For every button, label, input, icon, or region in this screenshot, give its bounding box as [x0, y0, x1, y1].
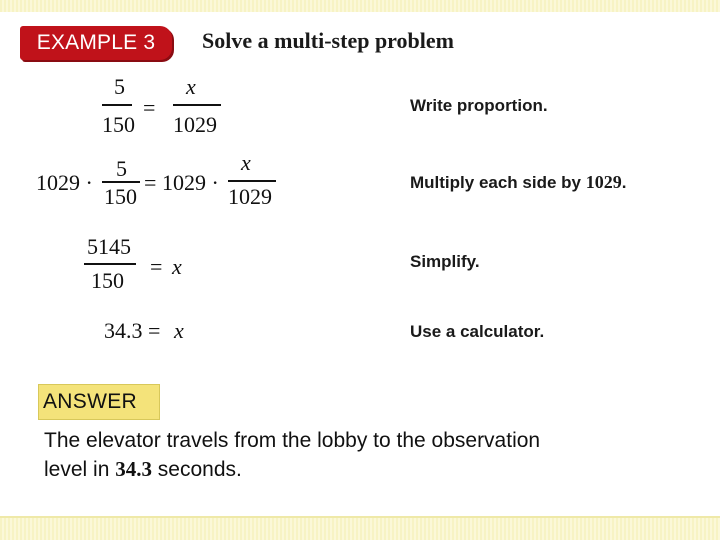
step-1-rhs-fraction-bar [173, 104, 221, 106]
answer-line-2-prefix: level in [44, 458, 116, 481]
step-2-note-prefix: Multiply each side by [410, 173, 586, 192]
step-4-rhs: x [174, 318, 184, 343]
step-4-lhs: 34.3 = [104, 318, 161, 343]
step-3-lhs-numerator: 5145 [87, 234, 131, 259]
answer-line-2-suffix: seconds. [151, 458, 242, 481]
step-2-note [410, 172, 626, 193]
bottom-decorative-band [0, 516, 720, 540]
answer-line-1: The elevator travels from the lobby to the observation [44, 429, 541, 452]
step-2-equals: = [144, 170, 157, 195]
step-1-note: Write proportion. [410, 96, 548, 115]
step-1-lhs-numerator: 5 [114, 74, 125, 99]
step-3-lhs-denominator: 150 [91, 268, 124, 293]
top-decorative-band [0, 0, 720, 12]
answer-text [44, 426, 684, 484]
step-2-rhs-numerator: x [241, 150, 251, 175]
step-1-lhs-fraction-bar [102, 104, 132, 106]
step-2-lhs-numerator: 5 [116, 156, 127, 181]
step-2-left-multiplier: 1029 · [36, 170, 93, 195]
step-4-note: Use a calculator. [410, 322, 545, 341]
answer-line-2 [44, 455, 684, 484]
step-2-right-multiplier: 1029 · [162, 170, 219, 195]
step-1-rhs-numerator: x [186, 74, 196, 99]
step-1-lhs-denominator: 150 [102, 112, 135, 137]
page-title: Solve a multi-step problem [202, 28, 454, 53]
step-3-rhs: x [172, 254, 182, 279]
step-3-fraction-bar [84, 263, 136, 265]
step-2-note-value: 1029 [585, 172, 622, 192]
answer-label: ANSWER [43, 390, 137, 413]
step-1-rhs-denominator: 1029 [173, 112, 217, 137]
step-2-lhs-denominator: 150 [104, 184, 137, 209]
answer-value: 34.3 [115, 457, 152, 481]
step-1-equals: = [143, 95, 156, 120]
step-2-rhs-fraction-bar [228, 180, 276, 182]
step-2-lhs-fraction-bar [102, 181, 140, 183]
step-3-note: Simplify. [410, 252, 480, 271]
step-3-equals: = [150, 254, 163, 279]
example-badge: EXAMPLE 3 [20, 26, 172, 60]
step-2-note-suffix: . [621, 173, 627, 192]
step-2-rhs-denominator: 1029 [228, 184, 272, 209]
